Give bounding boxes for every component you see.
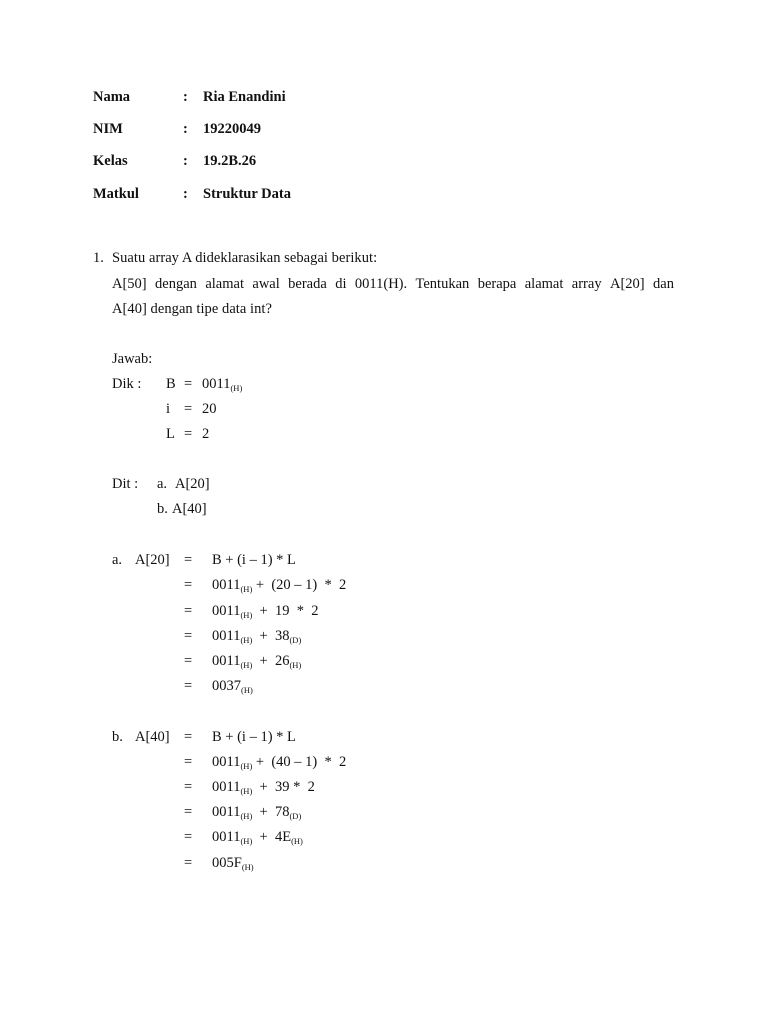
question-word: berada bbox=[288, 276, 327, 292]
solution-step: $0011_{(H)} + 19 * 2$ bbox=[212, 603, 319, 620]
question-word: A[50] bbox=[112, 276, 147, 292]
dik-eq: = bbox=[184, 401, 193, 417]
info-value-kelas: 19.2B.26 bbox=[203, 153, 257, 169]
solution-eq: = bbox=[184, 678, 193, 694]
dik-value: 20 bbox=[202, 401, 217, 417]
question-line-3: A[40] dengan tipe data int? bbox=[112, 301, 272, 317]
info-value-nim: 19220049 bbox=[203, 121, 261, 137]
question-number: 1. bbox=[93, 250, 104, 266]
info-value-nama: Ria Enandini bbox=[203, 89, 286, 105]
solution-eq: = bbox=[184, 754, 193, 770]
dit-label: Dit : bbox=[112, 476, 139, 492]
solution-step: $0011_{(H)} + 78_{(D)}$ bbox=[212, 804, 302, 821]
solution-eq: = bbox=[184, 603, 193, 619]
solution-step: $0011_{(H)} + 39 * 2$ bbox=[212, 779, 315, 796]
dit-value: A[40] bbox=[172, 501, 207, 517]
question-line-2 bbox=[112, 277, 674, 292]
dik-var: i bbox=[166, 401, 171, 417]
question-word: alamat bbox=[205, 276, 244, 292]
solution-eq: = bbox=[184, 577, 193, 593]
question-word: awal bbox=[252, 276, 280, 292]
question-word: dan bbox=[653, 276, 674, 292]
solution-step: B + (i – 1) * L bbox=[212, 729, 296, 745]
solution-eq: = bbox=[184, 628, 193, 644]
dit-letter: b. bbox=[157, 501, 168, 517]
solution-eq: = bbox=[184, 653, 193, 669]
solution-step: $0011_{(H)} + (20 - 1) * 2$ bbox=[212, 577, 347, 594]
dik-eq: = bbox=[184, 376, 193, 392]
info-sep-kelas: : bbox=[183, 153, 188, 169]
solution-result: $0037_{(H)}$ bbox=[212, 678, 253, 695]
solution-step: $0011_{(H)} + 38_{(D)}$ bbox=[212, 628, 302, 645]
question-word: 0011(H). bbox=[354, 276, 408, 292]
info-label-nim: NIM bbox=[93, 121, 123, 137]
solution-letter: a. bbox=[112, 552, 123, 568]
dik-var: L bbox=[166, 426, 175, 442]
dik-value: 2 bbox=[202, 426, 210, 442]
info-value-matkul: Struktur Data bbox=[203, 186, 291, 202]
question-line-1: Suatu array A dideklarasikan sebagai berikut: bbox=[112, 250, 378, 266]
question-word: A[20] bbox=[609, 276, 645, 292]
solution-step: $0011_{(H)} + 4E_{(H)}$ bbox=[212, 829, 303, 846]
dik-eq: = bbox=[184, 426, 193, 442]
solution-eq: = bbox=[184, 729, 193, 745]
dik-var: B bbox=[166, 376, 176, 392]
dik-label: Dik : bbox=[112, 376, 142, 392]
solution-eq: = bbox=[184, 552, 193, 568]
solution-result: $005F_{(H)}$ bbox=[212, 855, 254, 872]
solution-lhs: A[20] bbox=[135, 552, 170, 568]
answer-label: Jawab: bbox=[112, 351, 153, 367]
solution-lhs: A[40] bbox=[135, 729, 170, 745]
info-label-kelas: Kelas bbox=[93, 153, 128, 169]
solution-step: B + (i – 1) * L bbox=[212, 552, 296, 568]
dit-value: A[20] bbox=[175, 476, 210, 492]
solution-step: $0011_{(H)} + (40 - 1) * 2$ bbox=[212, 754, 347, 771]
question-word: array bbox=[571, 276, 602, 292]
solution-eq: = bbox=[184, 855, 193, 871]
question-word: Tentukan bbox=[415, 276, 470, 292]
solution-eq: = bbox=[184, 804, 193, 820]
solution-step: $0011_{(H)} + 26_{(H)}$ bbox=[212, 653, 302, 670]
dik-value: $0011_{(H)}$ bbox=[202, 376, 243, 393]
info-label-nama: Nama bbox=[93, 89, 131, 105]
dit-letter: a. bbox=[157, 476, 168, 492]
solution-letter: b. bbox=[112, 729, 123, 745]
question-word: dengan bbox=[155, 276, 197, 292]
info-sep-nim: : bbox=[183, 121, 188, 137]
solution-eq: = bbox=[184, 779, 193, 795]
question-word: alamat bbox=[524, 276, 564, 292]
info-sep-nama: : bbox=[183, 89, 188, 105]
solution-eq: = bbox=[184, 829, 193, 845]
question-word: berapa bbox=[477, 276, 517, 292]
question-word: di bbox=[335, 276, 347, 292]
info-label-matkul: Matkul bbox=[93, 186, 139, 202]
info-sep-matkul: : bbox=[183, 186, 188, 202]
